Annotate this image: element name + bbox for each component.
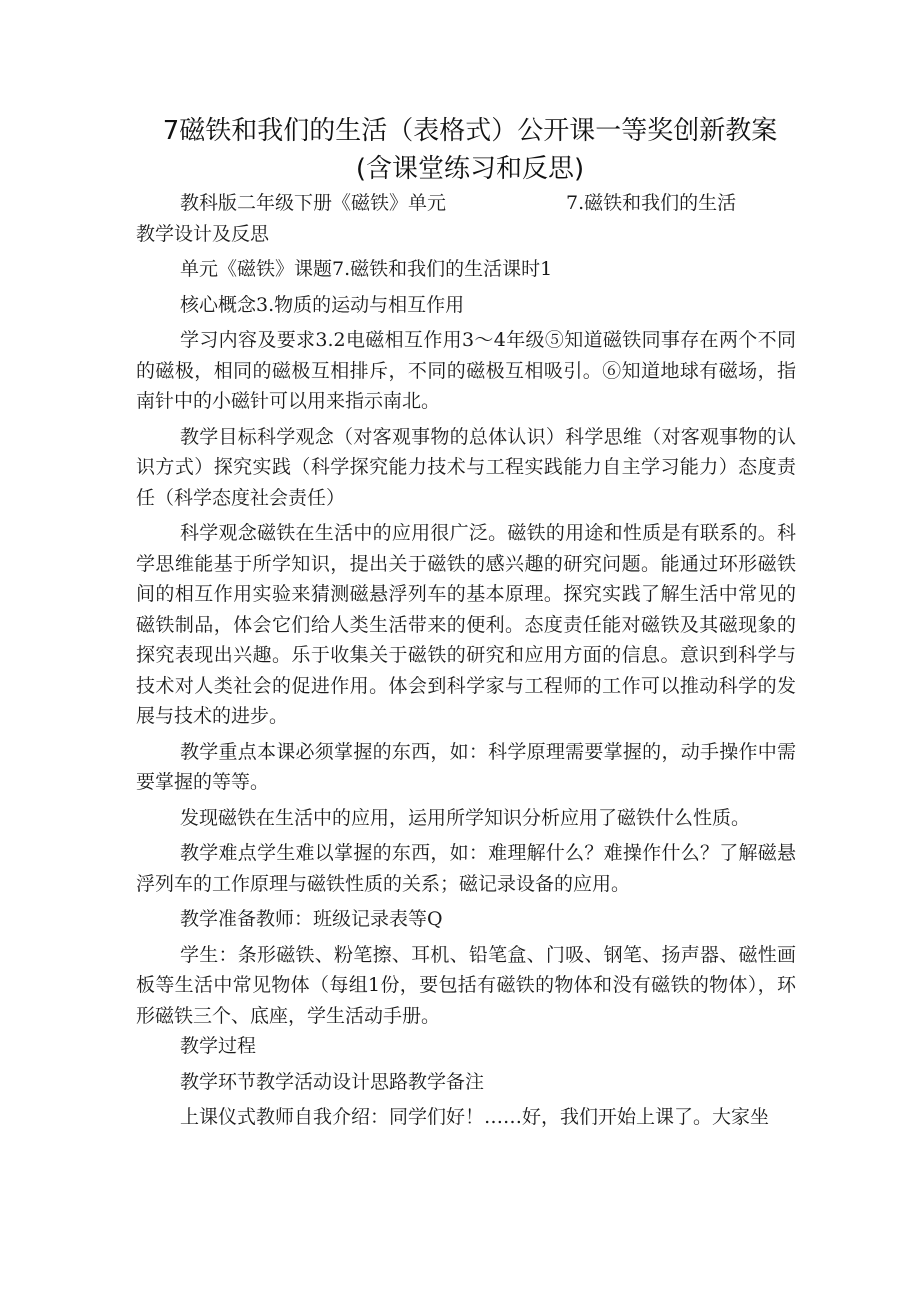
stage-header-paragraph: 教学环节教学活动设计思路教学备注 (180, 1070, 485, 1093)
header-line (136, 188, 796, 219)
science-concept-paragraph: 科学观念磁铁在生活中的应用很广泛。磁铁的用途和性质是有联系的。科学思维能基于所学知识，提出关于磁铁的感兴趣的研究问题。能通过环形磁铁间的相互作用实验来猜测磁悬浮列车的基本原理。探究实践了解生活中常见的磁铁制品，体会它们给人类生活带来的便利。态度责任能对磁铁及其磁现象的探究表现出兴趣。乐于收集关于磁铁的研究和应用方面的信息。意识到科学与技术对人类社会的促进作用。体会到科学家与工程师的工作可以推动科学的发展与技术的进步。 (136, 522, 796, 727)
unit-paragraph: 单元《磁铁》课题7.磁铁和我们的生活课时1 (180, 258, 553, 280)
class-ritual-paragraph: 上课仪式教师自我介绍：同学们好！……好，我们开始上课了。大家坐 (180, 1106, 770, 1128)
learning-content-paragraph: 学习内容及要求3.2电磁相互作用3～4年级⑤知道磁铁同事存在两个不同的磁极，相同的磁极互相排斥，不同的磁极互相吸引。⑥知道地球有磁场，指南针中的小磁针可以用来指示南北。 (136, 329, 796, 412)
header-left: 教科版二年级下册《磁铁》单元 (180, 192, 447, 214)
discovery-paragraph: 发现磁铁在生活中的应用，运用所学知识分析应用了磁铁什么性质。 (180, 806, 751, 829)
title-line-1: 7磁铁和我们的生活（表格式）公开课一等奖创新教案 (162, 116, 778, 146)
title-line-2: (含课堂练习和反思) (355, 154, 585, 184)
header-right: 7.磁铁和我们的生活 (566, 192, 737, 214)
process-heading: 教学过程 (180, 1035, 257, 1057)
difficulty-paragraph: 教学难点学生难以掌握的东西，如：难理解什么？难操作什么？了解磁悬浮列车的工作原理与磁铁性质的关系；磁记录设备的应用。 (136, 842, 796, 895)
header-continuation: 教学设计及反思 (136, 222, 270, 245)
document-title (120, 112, 820, 188)
document-body (136, 188, 796, 1133)
key-point-paragraph: 教学重点本课必须掌握的东西，如：科学原理需要掌握的，动手操作中需要掌握的等等。 (136, 740, 796, 793)
student-materials-paragraph: 学生：条形磁铁、粉笔擦、耳机、铅笔盒、门吸、钢笔、扬声器、磁性画板等生活中常见物体（每组1份，要包括有磁铁的物体和没有磁铁的物体），环形磁铁三个、底座，学生活动手册。 (136, 943, 796, 1027)
core-concept-paragraph: 核心概念3.物质的运动与相互作用 (180, 293, 465, 316)
teaching-goal-paragraph: 教学目标科学观念（对客观事物的总体认识）科学思维（对客观事物的认识方式）探究实践（科学探究能力技术与工程实践能力自主学习能力）态度责任（科学态度社会责任） (136, 425, 796, 509)
preparation-paragraph: 教学准备教师：班级记录表等Q (180, 908, 443, 930)
